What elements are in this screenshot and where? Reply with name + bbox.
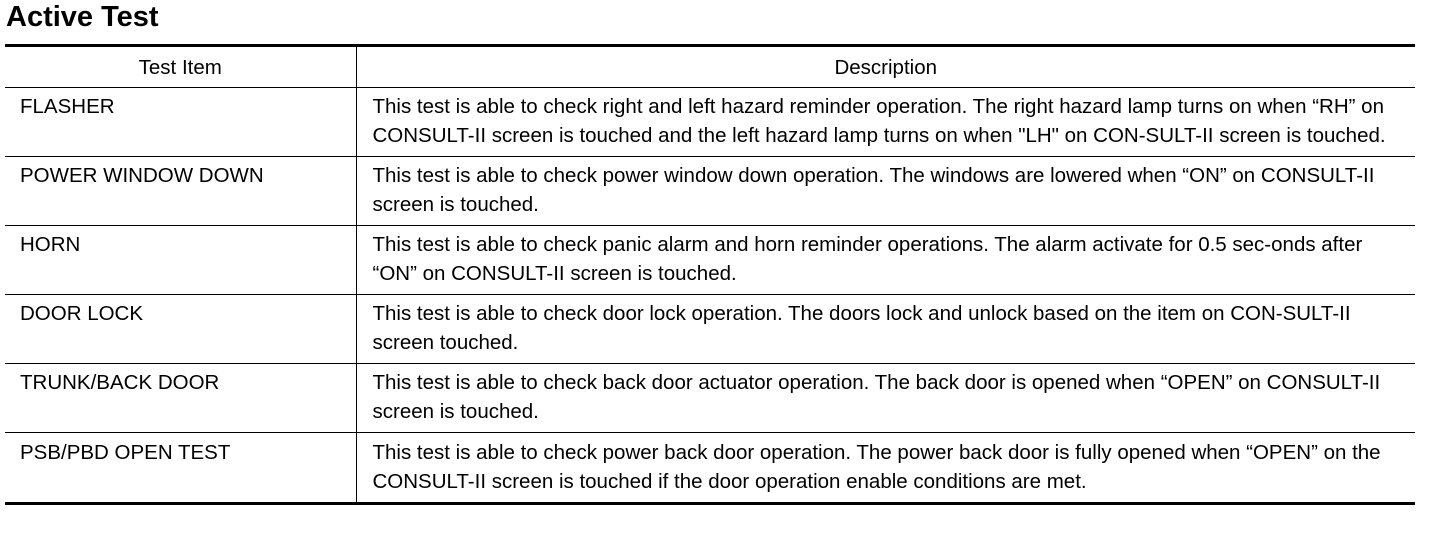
description-cell: This test is able to check back door actuator operation. The back door is opened when “OPEN” on CONSULT-II screen is touched.	[356, 364, 1415, 433]
description-cell: This test is able to check door lock operation. The doors lock and unlock based on the item on CON-SULT-II screen touched.	[356, 295, 1415, 364]
description-cell: This test is able to check power window down operation. The windows are lowered when “ON” on CONSULT-II screen is touched.	[356, 157, 1415, 226]
description-cell: This test is able to check panic alarm and horn reminder operations. The alarm activate for 0.5 sec-onds after “ON” on CONSULT-II screen is touched.	[356, 226, 1415, 295]
test-item-cell: HORN	[5, 226, 356, 295]
table-row	[5, 226, 1415, 295]
description-cell: This test is able to check right and left hazard reminder operation. The right hazard lamp turns on when “RH” on CONSULT-II screen is touched and the left hazard lamp turns on when "LH" on CON-SULT-II screen is touched.	[356, 88, 1415, 157]
test-item-cell: FLASHER	[5, 88, 356, 157]
column-header-description: Description	[356, 46, 1415, 88]
test-item-cell: DOOR LOCK	[5, 295, 356, 364]
page-title: Active Test	[6, 1, 159, 33]
table-row	[5, 157, 1415, 226]
column-header-test-item: Test Item	[5, 46, 356, 88]
test-item-cell: PSB/PBD OPEN TEST	[5, 433, 356, 504]
table-row	[5, 295, 1415, 364]
table-row	[5, 364, 1415, 433]
table-header-row	[5, 46, 1415, 88]
description-cell: This test is able to check power back door operation. The power back door is fully opened when “OPEN” on the CONSULT-II screen is touched if the door operation enable conditions are met.	[372, 441, 1381, 493]
test-item-cell: POWER WINDOW DOWN	[5, 157, 356, 226]
table-row	[5, 88, 1415, 157]
active-test-table	[5, 44, 1415, 505]
table-row	[5, 433, 1415, 504]
test-item-cell: TRUNK/BACK DOOR	[5, 364, 356, 433]
